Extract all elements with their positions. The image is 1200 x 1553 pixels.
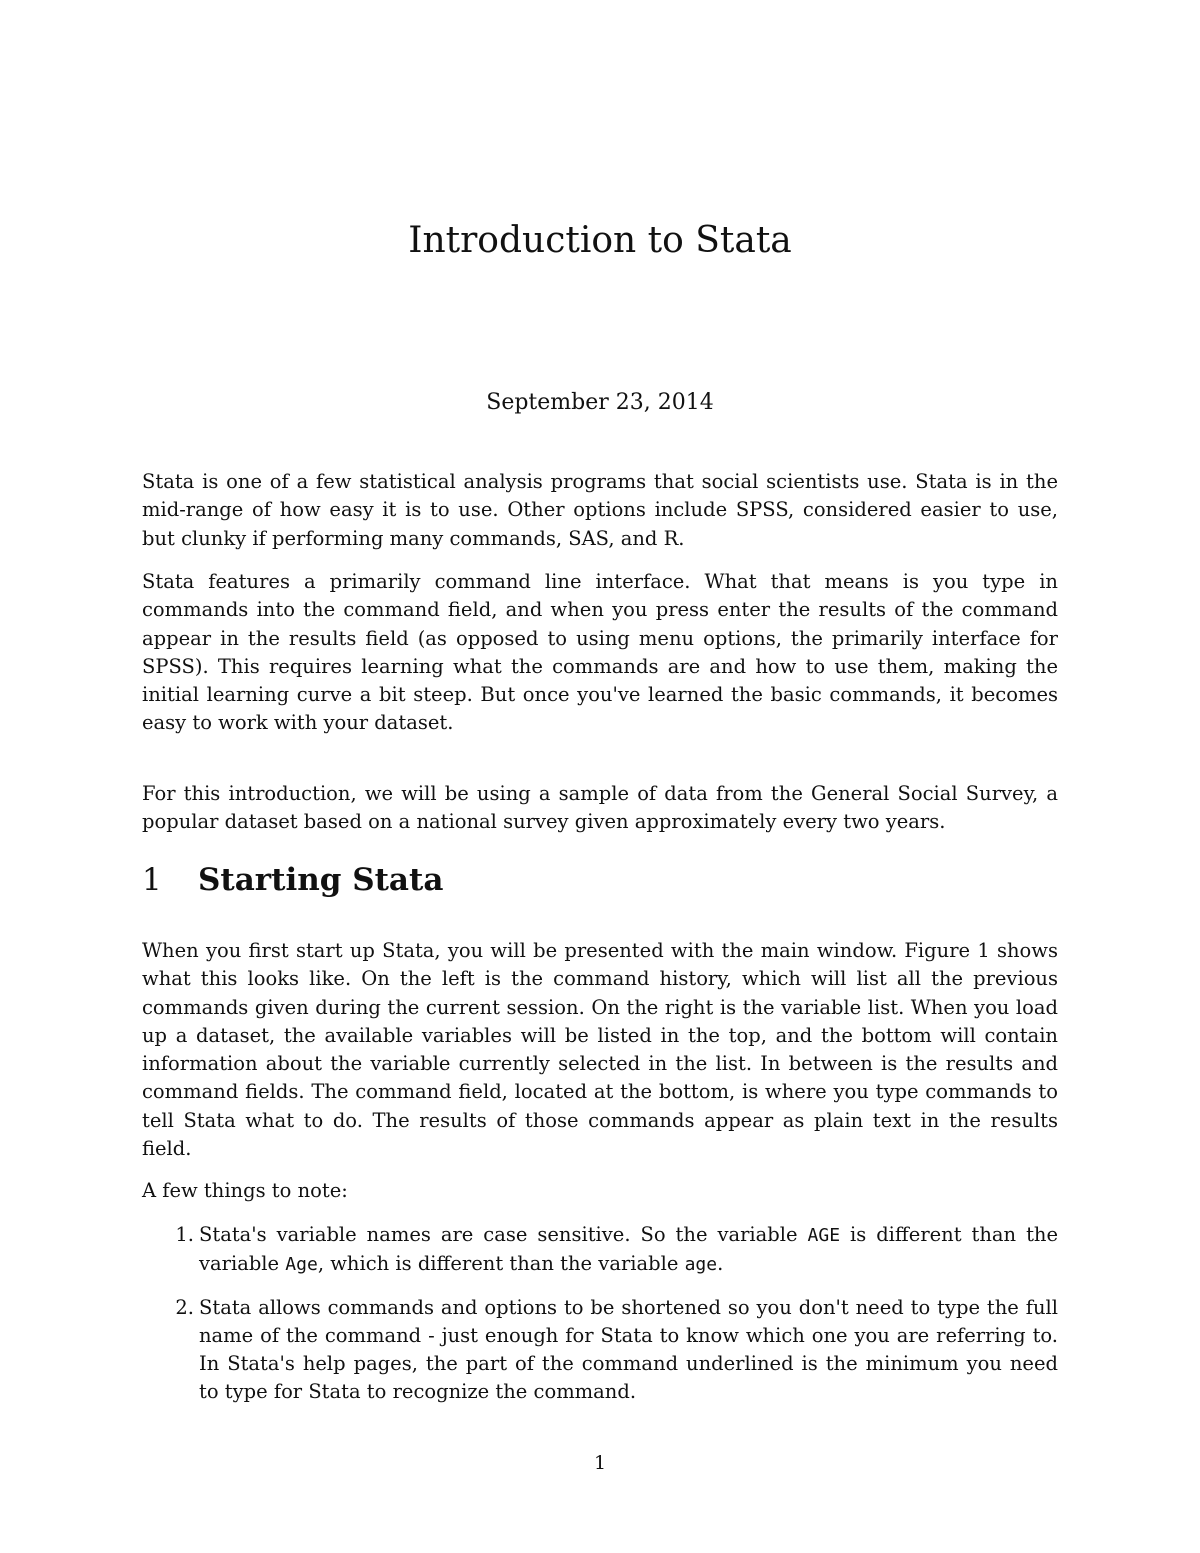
page-number: 1 (593, 1452, 607, 1474)
list-item (142, 1294, 1058, 1407)
section-title: Starting Stata (198, 862, 444, 898)
notes-list (142, 1221, 1058, 1421)
note-text: Stata allows commands and options to be shortened so you don't need to type the full name of the command - just enough for Stata to know which one you are referring to. In Stata's help pages, the part of the command underlined is the minimum you need to type for Stata to recognize the command. (199, 1295, 1058, 1404)
code-variable-name: age (684, 1254, 718, 1276)
intro-paragraph: For this introduction, we will be using a sample of data from the General Social Survey, a popular dataset based on a national survey given approximately every two years. (142, 782, 1058, 834)
list-item-number: 2. (175, 1295, 194, 1319)
intro-paragraph: Stata is one of a few statistical analysis programs that social scientists use. Stata is in the mid-range of how easy it is to use. Other options include SPSS, considered easier to use, but clunky if performing many commands, SAS, and R. (142, 470, 1058, 550)
document-title: Introduction to Stata (408, 220, 792, 261)
section-paragraph: A few things to note: (142, 1179, 348, 1202)
note-text: is different than the variable (199, 1223, 1059, 1276)
code-variable-name: AGE (807, 1225, 841, 1246)
document-date: September 23, 2014 (486, 390, 714, 415)
section-heading (142, 862, 1058, 898)
section-number: 1 (142, 862, 162, 898)
list-item (142, 1221, 1058, 1280)
section-paragraph: When you first start up Stata, you will be presented with the main window. Figure 1 shows what this looks like. On the left is the command history, which will list all the previous commands given during the current session. On the right is the variable list. When you load up a dataset, the available variables will be listed in the top, and the bottom will contain information about the variable currently selected in the list. In between is the results and command fields. The command field, located at the bottom, is where you type commands to tell Stata what to do. The results of those commands appear as plain text in the results field. (142, 939, 1058, 1161)
note-text: . (717, 1252, 724, 1276)
list-item-number: 1. (175, 1223, 194, 1246)
intro-paragraph: Stata features a primarily command line interface. What that means is you type in commands into the command field, and when you press enter the results of the command appear in the results field (as opposed to using menu options, the primarily interface for SPSS). This requires learning what the commands are and how to use them, making the initial learning curve a bit steep. But once you've learned the basic commands, it becomes easy to work with your dataset. (142, 570, 1058, 735)
note-text: , which is different than the variable (317, 1252, 685, 1276)
code-variable-name: Age (285, 1254, 318, 1276)
note-text: Stata's variable names are case sensitive. So the variable (199, 1223, 808, 1246)
